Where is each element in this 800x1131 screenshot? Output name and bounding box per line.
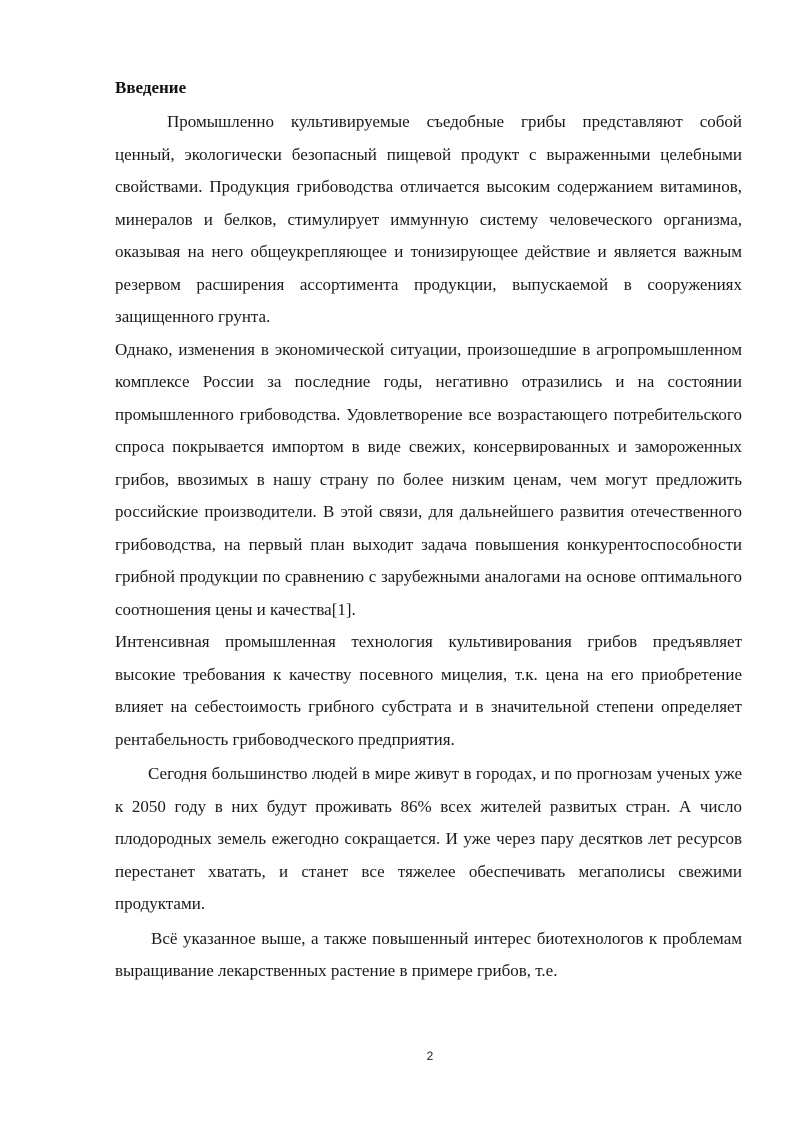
paragraph-2: Однако, изменения в экономической ситуации, произошедшие в агропромышленном комплексе России за последние годы, негативно отразились и на состоянии промышленного грибоводства. Удовлетворение все возрастающего потребительского спроса покрывается импортом в виде свежих, консервированных и замороженных грибов, ввозимых в нашу страну по более низким ценам, чем могут предложить российские производители. В этой связи, для дальнейшего развития отечественного грибоводства, на первый план выходит задача повышения конкурентоспособности грибной продукции по сравнению с зарубежными аналогами на основе оптимального соотношения цены и качества[1].	[115, 339, 742, 619]
body-text	[115, 106, 742, 988]
paragraph-5: Всё указанное выше, а также повышенный интерес биотехнологов к проблемам выращивание лекарственных растение в примере грибов, т.е.	[115, 928, 742, 980]
paragraph-3: Интенсивная промышленная технология культивирования грибов предъявляет высокие требования к качеству посевного мицелия, т.к. цена на его приобретение влияет на себестоимость грибного субстрата и в значительной степени определяет рентабельность грибоводческого предприятия.	[115, 632, 742, 749]
section-heading: Введение	[115, 78, 187, 97]
paragraph-1: Промышленно культивируемые съедобные грибы представляют собой ценный, экологически безопасный пищевой продукт с выраженными целебными свойствами. Продукция грибоводства отличается высоким содержанием витаминов, минералов и белков, стимулирует иммунную систему человеческого организма, оказывая на него общеукрепляющее и тонизирующее действие и является важным резервом расширения ассортимента продукции, выпускаемой в сооружениях защищенного грунта.	[115, 112, 742, 326]
page-number: 2	[426, 1049, 434, 1063]
paragraph-4: Сегодня большинство людей в мире живут в городах, и по прогнозам ученых уже к 2050 году в них будут проживать 86% всех жителей развитых стран. А число плодородных земель ежегодно сокращается. И уже через пару десятков лет ресурсов перестанет хватать, и станет все тяжелее обеспечивать мегаполисы свежими продуктами.	[115, 764, 742, 913]
